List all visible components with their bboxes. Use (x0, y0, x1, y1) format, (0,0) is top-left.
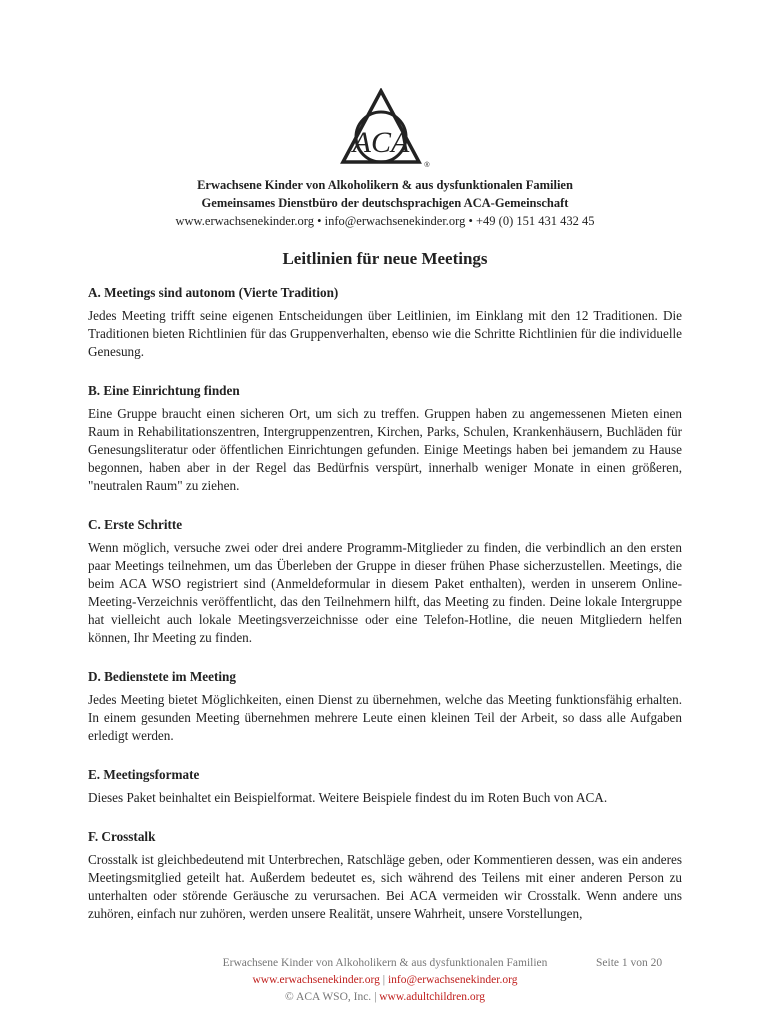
section-body: Crosstalk ist gleichbedeutend mit Unterbrechen, Ratschläge geben, oder Kommentieren dessen, was ein anderes Meetingsmitglied geteilt hat. Außerdem bedeutet es, sich während des Teilens mit einer anderen Person zu unterhalten oder störende Geräusche zu verursachen. Bei ACA vermeiden wir Crosstalk. Wenn andere uns zuhören, einfach nur zuhören, werden unsere Realität, unsere Wahrheit, unsere Vorstellungen, (88, 852, 682, 921)
header-org-name: Erwachsene Kinder von Alkoholikern & aus dysfunktionalen Familien (197, 178, 573, 192)
footer-wso-link[interactable]: www.adultchildren.org (379, 991, 485, 1003)
section-crosstalk (88, 828, 682, 923)
footer-separator: | (374, 991, 377, 1003)
logo-registered: ® (424, 162, 430, 169)
aca-logo (337, 88, 433, 172)
section-heading: D. Bedienstete im Meeting (88, 669, 236, 684)
section-body: Dieses Paket beinhaltet ein Beispielformat. Weitere Beispiele findest du im Roten Buch von ACA. (88, 790, 608, 805)
section-body: Wenn möglich, versuche zwei oder drei andere Programm-Mitglieder zu finden, die verbindlich an den ersten paar Meetings teilnehmen, um das Überleben der Gruppe in dieser frühen Phase sicherzustellen. Meetings, die beim ACA WSO registriert sind (Anmeldeformular in diesem Paket enthalten), werden in unserem Online-Meeting-Verzeichnis veröffentlicht, das den Teilnehmern hilft, das Meeting zu finden. Deine lokale Intergruppe hat vielleicht auch lokale Meetingsverzeichnisse oder eine Telefon-Hotline, die neuen Mitgliedern helfen können, Ihr Meeting zu finden. (88, 540, 682, 645)
section-body: Jedes Meeting trifft seine eigenen Entscheidungen über Leitlinien, im Einklang mit den 12 Traditionen. Die Traditionen bieten Richtlinien für das Gruppenverhalten, ebenso wie die Schritte Richtlinien für die individuelle Genesung. (88, 308, 682, 359)
footer-copyright: © ACA WSO, Inc. (285, 991, 372, 1003)
header-contact: www.erwachsenekinder.org • info@erwachsenekinder.org • +49 (0) 151 431 432 45 (175, 214, 595, 228)
document-body (88, 284, 682, 944)
footer-web-link[interactable]: www.erwachsenekinder.org (252, 974, 380, 986)
footer-separator: | (382, 974, 386, 986)
footer-row-contact (0, 972, 770, 989)
section-body: Eine Gruppe braucht einen sicheren Ort, um sich zu treffen. Gruppen haben zu angemessenen Mieten einen Raum in Rehabilitationszentren, Intergruppenzentren, Kirchen, Parks, Schulen, Krankenhäusern, Buchläden für Genesungsliteratur oder öffentlichen Einrichtungen gefunden. Einige Meetings haben bei jemandem zu Hause begonnen, haben aber in der Regel das Bedürfnis verspürt, innerhalb weniger Monate in einen größeren, "neutralen Raum" zu ziehen. (88, 406, 682, 493)
section-body: Jedes Meeting bietet Möglichkeiten, einen Dienst zu übernehmen, welche das Meeting funktionsfähig erhalten. In einem gesunden Meeting übernehmen mehrere Leute einen kleinen Teil der Arbeit, so dass alle Aufgaben erledigt werden. (88, 692, 682, 743)
section-facility (88, 382, 682, 495)
section-servants (88, 668, 682, 745)
document-header (0, 176, 770, 230)
logo-text: ACA (352, 126, 410, 159)
section-heading: B. Eine Einrichtung finden (88, 383, 240, 398)
footer-email-link[interactable]: info@erwachsenekinder.org (387, 974, 518, 986)
section-heading: F. Crosstalk (88, 829, 156, 844)
footer-page-number: Seite 1 von 20 (596, 957, 663, 969)
section-first-steps (88, 516, 682, 647)
section-heading: E. Meetingsformate (88, 767, 200, 782)
section-heading: C. Erste Schritte (88, 517, 183, 532)
footer-org-name: Erwachsene Kinder von Alkoholikern & aus dysfunktionalen Familien (222, 957, 548, 969)
footer-row-copyright (0, 989, 770, 1006)
section-autonomy (88, 284, 682, 361)
section-heading: A. Meetings sind autonom (Vierte Tradition) (88, 285, 339, 300)
page-title: Leitlinien für neue Meetings (282, 249, 488, 268)
page-footer (0, 955, 770, 1006)
footer-row-org (0, 955, 770, 972)
section-formats (88, 766, 682, 807)
header-office-name: Gemeinsames Dienstbüro der deutschsprachigen ACA-Gemeinschaft (201, 196, 569, 210)
